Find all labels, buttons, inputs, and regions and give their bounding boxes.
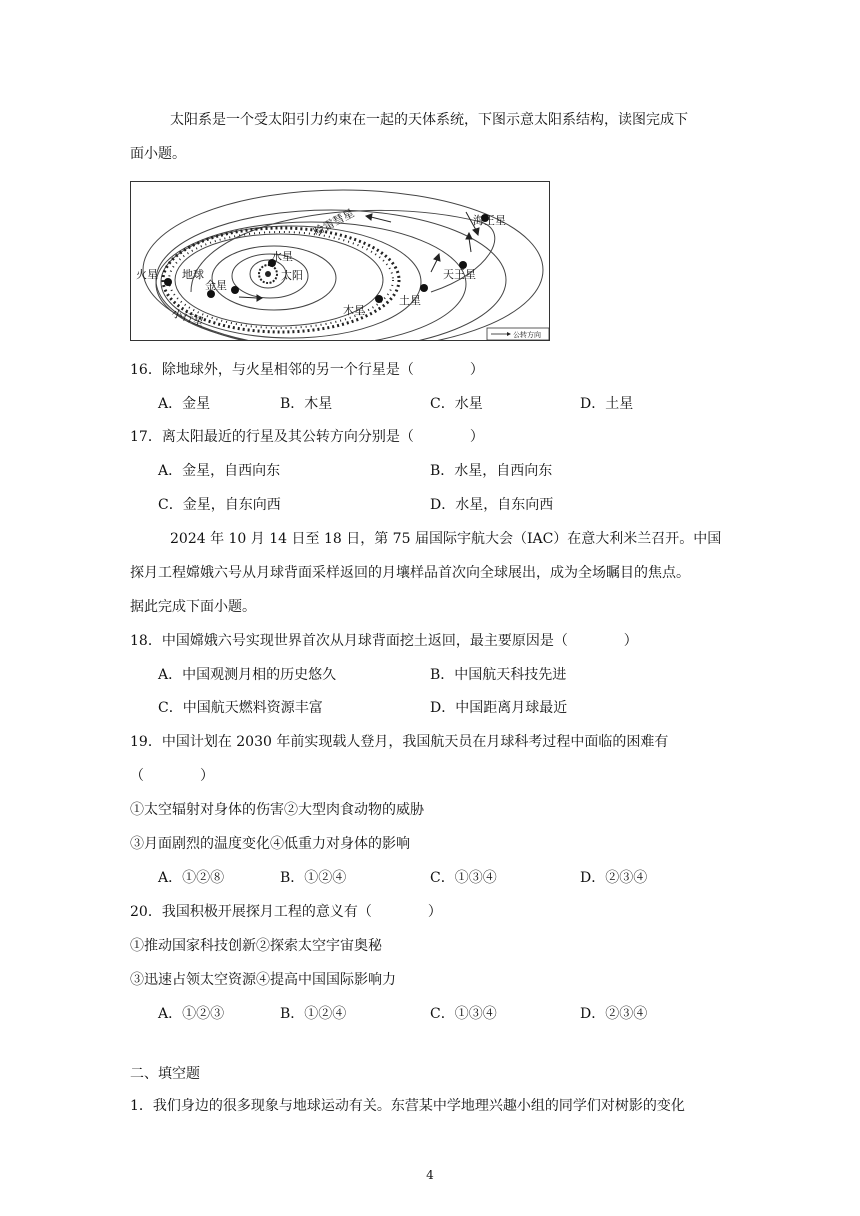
q20-option-d: D．②③④ <box>580 1006 648 1022</box>
legend-label: 公转方向 <box>513 331 541 339</box>
mercury-label: 水星 <box>271 250 293 263</box>
sun-label: 太阳 <box>281 269 303 282</box>
solar-system-diagram <box>130 181 550 341</box>
question-19-bracket: （ ） <box>130 768 214 784</box>
q20-item-line-2: ③迅速占领太空资源④提高中国国际影响力 <box>130 972 396 988</box>
passage-line-3: 据此完成下面小题。 <box>130 599 256 615</box>
q19-option-d: D．②③④ <box>580 870 648 886</box>
venus-dot <box>231 286 239 294</box>
q19-option-c: C．①③④ <box>430 870 497 886</box>
asteroid-label: 小行星 <box>170 306 206 330</box>
q18-option-c: C．中国航天燃料资源丰富 <box>158 700 323 716</box>
q20-option-b: B．①②④ <box>280 1006 347 1022</box>
question-20-stem: 20．我国积极开展探月工程的意义有（ ） <box>130 904 442 920</box>
q17-option-c: C．金星，自东向西 <box>158 497 281 513</box>
question-16-stem: 16．除地球外，与火星相邻的另一个行星是（ ） <box>130 362 484 378</box>
jupiter-dot <box>375 295 383 303</box>
q20-option-a: A．①②③ <box>158 1006 225 1022</box>
passage-line-1: 2024 年 10 月 14 日至 18 日，第 75 届国际宇航大会（IAC）在意大利米兰召开。中国 <box>170 531 722 547</box>
page-number: 4 <box>426 1168 434 1182</box>
q17-option-a: A．金星，自西向东 <box>158 463 281 479</box>
q20-option-c: C．①③④ <box>430 1006 497 1022</box>
intro-line-1: 太阳系是一个受太阳引力约束在一起的天体系统，下图示意太阳系结构，读图完成下 <box>170 112 688 128</box>
question-17-stem: 17．离太阳最近的行星及其公转方向分别是（ ） <box>130 429 484 445</box>
uranus-label: 天王星 <box>443 268 476 281</box>
q19-option-b: B．①②④ <box>280 870 347 886</box>
q17-option-b: B．水星，自西向东 <box>430 463 553 479</box>
intro-line-2: 面小题。 <box>130 146 186 162</box>
question-18-stem: 18．中国嫦娥六号实现世界首次从月球背面挖土返回，最主要原因是（ ） <box>130 633 638 649</box>
question-19-stem: 19．中国计划在 2030 年前实现载人登月，我国航天员在月球科考过程中面临的困难有 <box>130 734 669 750</box>
jupiter-label: 木星 <box>343 304 365 317</box>
mars-label: 火星 <box>136 268 158 281</box>
q16-option-c: C．水星 <box>430 396 483 412</box>
comet-label: 哈雷彗星 <box>311 206 357 239</box>
q19-option-a: A．①②⑧ <box>158 870 225 886</box>
q18-option-b: B．中国航天科技先进 <box>430 667 567 683</box>
q20-item-line-1: ①推动国家科技创新②探索太空宇宙奥秘 <box>130 938 382 954</box>
mars-dot <box>164 278 172 286</box>
section-2-title: 二、填空题 <box>130 1066 200 1082</box>
saturn-label: 土星 <box>399 294 421 307</box>
venus-label: 金星 <box>205 279 227 292</box>
saturn-dot <box>420 284 428 292</box>
fill-in-question-1: 1．我们身边的很多现象与地球运动有关。东营某中学地理兴趣小组的同学们对树影的变化 <box>130 1098 685 1114</box>
q18-option-a: A．中国观测月相的历史悠久 <box>158 667 337 683</box>
q19-item-line-1: ①太空辐射对身体的伤害②大型肉食动物的威胁 <box>130 802 424 818</box>
q18-option-d: D．中国距离月球最近 <box>430 700 568 716</box>
q16-option-a: A．金星 <box>158 396 211 412</box>
q17-option-d: D．水星，自东向西 <box>430 497 554 513</box>
q16-option-d: D．土星 <box>580 396 634 412</box>
q16-option-b: B．木星 <box>280 396 333 412</box>
passage-line-2: 探月工程嫦娥六号从月球背面采样返回的月壤样品首次向全球展出，成为全场瞩目的焦点。 <box>130 565 690 581</box>
q19-item-line-2: ③月面剧烈的温度变化④低重力对身体的影响 <box>130 836 410 852</box>
earth-label: 地球 <box>182 268 204 281</box>
neptune-label: 海王星 <box>473 214 506 227</box>
